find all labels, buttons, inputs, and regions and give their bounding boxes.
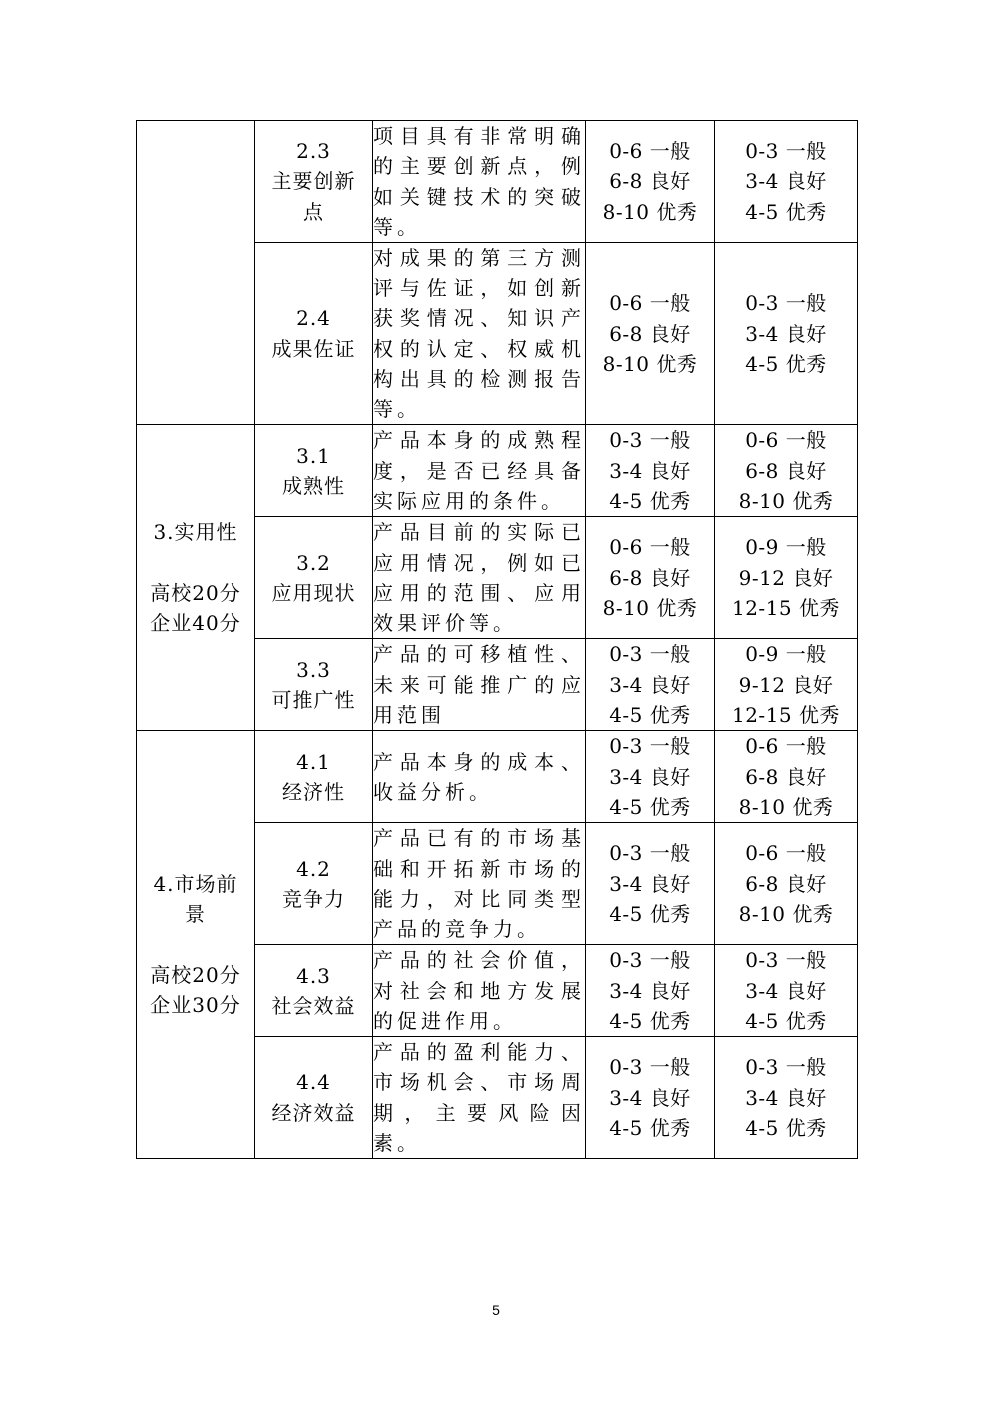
- score-level: 9-12 良好: [738, 565, 834, 590]
- score-university-cell: [586, 517, 715, 639]
- subitem-name: 社会效益: [271, 993, 356, 1018]
- description-cell: 产品目前的实际已应用情况，例如已应用的范围、应用效果评价等。: [373, 517, 586, 639]
- score-level: 12-15 优秀: [731, 595, 840, 620]
- score-level: 8-10 优秀: [738, 488, 834, 513]
- category-name: 3.实用性: [153, 520, 238, 545]
- score-university-cell: [586, 1037, 715, 1159]
- score-enterprise-cell: [715, 823, 858, 945]
- score-level: 4-5 优秀: [745, 351, 827, 376]
- subitem-name: 竞争力: [282, 886, 345, 911]
- subitem-name: 成果佐证: [271, 336, 356, 361]
- subitem-number: 4.2: [296, 856, 331, 881]
- score-level: 3-4 良好: [745, 321, 827, 346]
- score-level: 0-3 一般: [609, 948, 691, 973]
- evaluation-table: [136, 120, 858, 1159]
- score-level: 0-3 一般: [609, 1055, 691, 1080]
- score-level: 4-5 优秀: [609, 794, 691, 819]
- subitem-name: 可推广性: [271, 687, 356, 712]
- score-level: 12-15 优秀: [731, 702, 840, 727]
- subitem-name: 应用现状: [271, 580, 356, 605]
- score-university-cell: [586, 425, 715, 517]
- score-level: 4-5 优秀: [745, 1115, 827, 1140]
- score-level: 0-3 一般: [609, 734, 691, 759]
- score-level: 0-3 一般: [609, 428, 691, 453]
- score-level: 4-5 优秀: [609, 901, 691, 926]
- subitem-number: 3.2: [296, 550, 331, 575]
- subitem-cell: [255, 243, 373, 425]
- subitem-number: 4.1: [296, 749, 331, 774]
- description-cell: 产品本身的成熟程度，是否已经具备实际应用的条件。: [373, 425, 586, 517]
- category-cell: [137, 731, 255, 1159]
- table-row: [137, 731, 858, 823]
- score-enterprise-cell: [715, 243, 858, 425]
- subitem-cell: [255, 517, 373, 639]
- score-enterprise-cell: [715, 945, 858, 1037]
- score-level: 3-4 良好: [609, 458, 691, 483]
- subitem-cell: [255, 945, 373, 1037]
- description-cell: 产品本身的成本、收益分析。: [373, 731, 586, 823]
- score-level: 0-9 一般: [745, 642, 827, 667]
- score-level: 3-4 良好: [745, 169, 827, 194]
- score-level: 3-4 良好: [609, 1085, 691, 1110]
- subitem-number: 4.4: [296, 1070, 331, 1095]
- score-level: 8-10 优秀: [738, 794, 834, 819]
- score-level: 0-3 一般: [745, 948, 827, 973]
- score-enterprise-cell: [715, 639, 858, 731]
- table-row: [137, 121, 858, 243]
- subitem-number: 3.3: [296, 657, 331, 682]
- score-level: 6-8 良好: [609, 565, 691, 590]
- description-cell: 对成果的第三方测评与佐证，如创新获奖情况、知识产权的认定、权威机构出具的检测报告等。: [373, 243, 586, 425]
- score-level: 8-10 优秀: [602, 351, 698, 376]
- description-cell: 产品已有的市场基础和开拓新市场的能力，对比同类型产品的竞争力。: [373, 823, 586, 945]
- subitem-name: 成熟性: [282, 473, 345, 498]
- score-level: 0-3 一般: [609, 841, 691, 866]
- score-level: 4-5 优秀: [609, 488, 691, 513]
- description-cell: 项目具有非常明确的主要创新点，例如关键技术的突破等。: [373, 121, 586, 243]
- score-level: 6-8 良好: [745, 764, 827, 789]
- score-level: 0-3 一般: [745, 139, 827, 164]
- score-level: 3-4 良好: [745, 1085, 827, 1110]
- category-cell: [137, 425, 255, 731]
- score-level: 0-6 一般: [609, 139, 691, 164]
- category-score-enterprise: 企业40分: [150, 610, 241, 635]
- subitem-cell: [255, 425, 373, 517]
- score-university-cell: [586, 823, 715, 945]
- category-score-enterprise: 企业30分: [150, 992, 241, 1017]
- score-level: 0-6 一般: [745, 428, 827, 453]
- table-row: [137, 425, 858, 517]
- subitem-cell: [255, 639, 373, 731]
- score-level: 6-8 良好: [745, 871, 827, 896]
- page-number: 5: [492, 1302, 500, 1318]
- score-level: 0-3 一般: [609, 642, 691, 667]
- score-level: 3-4 良好: [609, 871, 691, 896]
- score-enterprise-cell: [715, 425, 858, 517]
- score-enterprise-cell: [715, 121, 858, 243]
- score-level: 0-6 一般: [745, 841, 827, 866]
- score-level: 3-4 良好: [745, 978, 827, 1003]
- score-level: 0-6 一般: [745, 734, 827, 759]
- score-university-cell: [586, 731, 715, 823]
- subitem-cell: [255, 1037, 373, 1159]
- score-level: 8-10 优秀: [738, 901, 834, 926]
- description-cell: 产品的可移植性、未来可能推广的应用范围: [373, 639, 586, 731]
- subitem-number: 4.3: [296, 963, 331, 988]
- score-level: 3-4 良好: [609, 978, 691, 1003]
- score-level: 4-5 优秀: [609, 1008, 691, 1033]
- score-level: 9-12 良好: [738, 672, 834, 697]
- score-level: 6-8 良好: [745, 458, 827, 483]
- score-level: 0-3 一般: [745, 291, 827, 316]
- score-level: 0-6 一般: [609, 535, 691, 560]
- subitem-name: 经济性: [282, 779, 345, 804]
- subitem-cell: [255, 121, 373, 243]
- subitem-number: 3.1: [296, 443, 331, 468]
- subitem-name: 经济效益: [271, 1100, 356, 1125]
- score-level: 8-10 优秀: [602, 595, 698, 620]
- score-level: 6-8 良好: [609, 321, 691, 346]
- subitem-number: 2.3: [296, 139, 331, 164]
- subitem-cell: [255, 823, 373, 945]
- score-level: 3-4 良好: [609, 672, 691, 697]
- score-level: 3-4 良好: [609, 764, 691, 789]
- category-score-university: 高校20分: [150, 580, 241, 605]
- subitem-cell: [255, 731, 373, 823]
- subitem-name: 主要创新点: [271, 169, 356, 224]
- score-university-cell: [586, 639, 715, 731]
- score-university-cell: [586, 945, 715, 1037]
- score-level: 6-8 良好: [609, 169, 691, 194]
- score-level: 4-5 优秀: [609, 1115, 691, 1140]
- subitem-number: 2.4: [296, 306, 331, 331]
- score-enterprise-cell: [715, 731, 858, 823]
- score-level: 4-5 优秀: [745, 199, 827, 224]
- score-level: 8-10 优秀: [602, 199, 698, 224]
- score-level: 4-5 优秀: [609, 702, 691, 727]
- score-level: 4-5 优秀: [745, 1008, 827, 1033]
- category-name-cont: 景: [185, 902, 206, 927]
- score-university-cell: [586, 243, 715, 425]
- category-name: 4.市场前: [153, 872, 238, 897]
- score-level: 0-3 一般: [745, 1055, 827, 1080]
- category-cell: [137, 121, 255, 425]
- score-level: 0-9 一般: [745, 535, 827, 560]
- category-score-university: 高校20分: [150, 962, 241, 987]
- description-cell: 产品的社会价值，对社会和地方发展的促进作用。: [373, 945, 586, 1037]
- score-enterprise-cell: [715, 517, 858, 639]
- description-cell: 产品的盈利能力、市场机会、市场周期，主要风险因素。: [373, 1037, 586, 1159]
- score-university-cell: [586, 121, 715, 243]
- score-enterprise-cell: [715, 1037, 858, 1159]
- score-level: 0-6 一般: [609, 291, 691, 316]
